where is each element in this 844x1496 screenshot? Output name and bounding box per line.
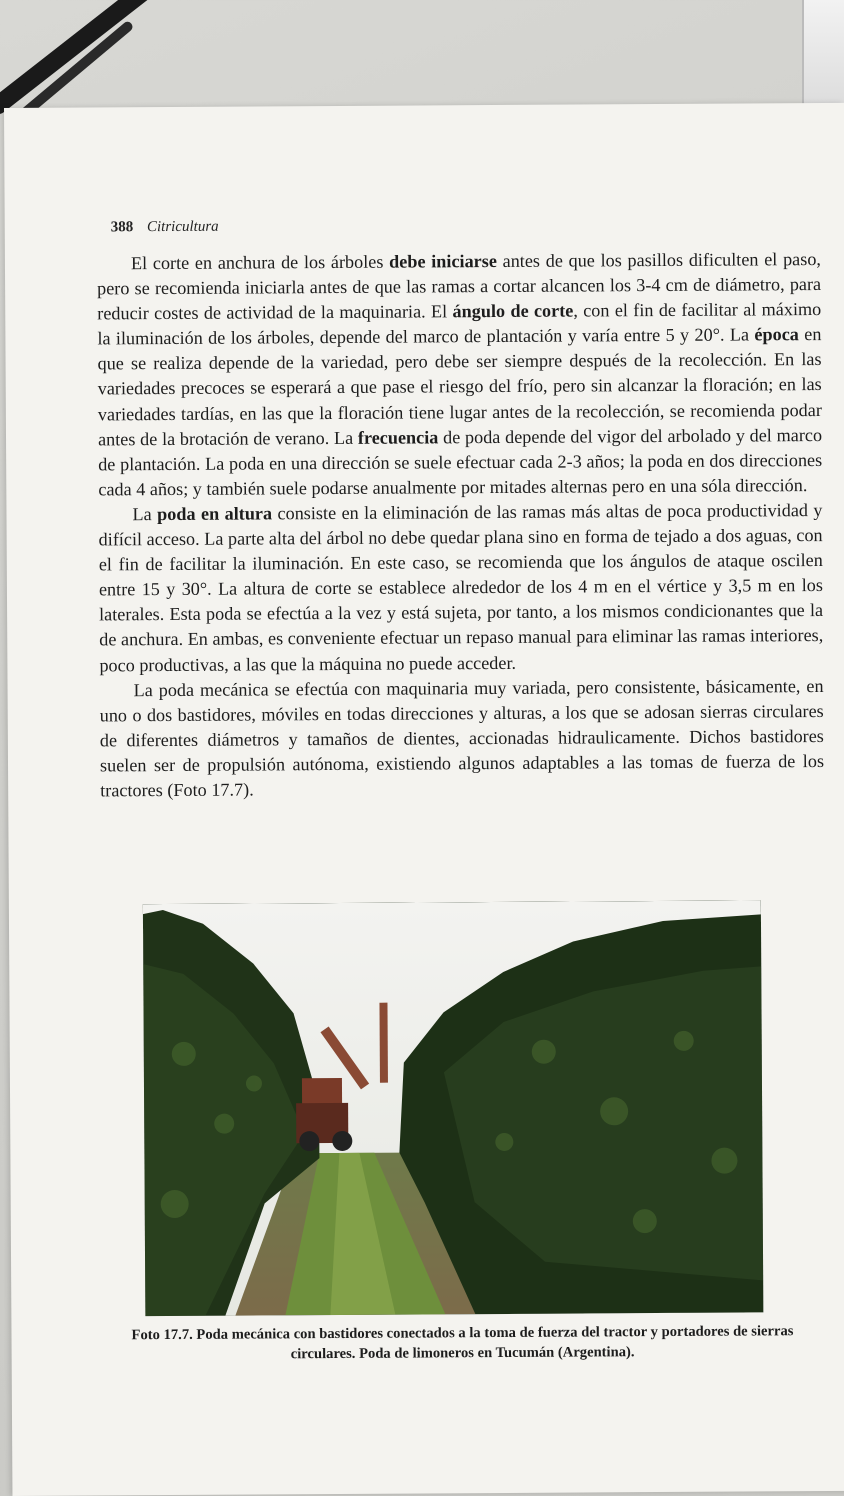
text-run: de poda depende del vigor del arbolado y del marco de plantación. La poda en una dirección se suele efectuar cada 2-3 años; la poda en dos direcciones cada 4 años; y también suele podarse anualmente por mitades alternas pero en una sóla dirección.	[98, 424, 823, 500]
bold-term: debe iniciarse	[389, 250, 497, 272]
bold-term: frecuencia	[357, 427, 439, 448]
desk-cable	[0, 0, 154, 118]
figure-caption	[97, 1321, 827, 1365]
figure-label: Foto 17.7.	[131, 1326, 193, 1344]
text-run: El corte en anchura de los árboles	[130, 251, 390, 274]
paragraph-2	[98, 498, 823, 678]
text-run: consiste en la eliminación de las ramas más altas de poca productividad y difícil acceso. La parte alta del árbol no debe quedar plana sino en forma de tejado a dos aguas, con el fin de facilitar la iluminación. En este caso, se recomienda que los ángulos de ataque oscilen entre 15 y 30°. La altura de corte se establece alrededor de los 4 m en el vértice y 3,5 m en los laterales. Esta poda se efectúa a la vez y está sujeta, por tanto, a los mismos condicionantes que la de anchura. En ambas, es conveniente efectuar un repaso manual para eliminar las ramas interiores, poco productivas, a las que la máquina no puede acceder.	[98, 499, 824, 675]
running-title: Citricultura	[146, 218, 219, 236]
book-page	[4, 103, 844, 1496]
body-text	[97, 247, 824, 803]
photo-lemon-orchard-pruning	[143, 900, 764, 1316]
text-run: La	[132, 504, 158, 525]
desk-object	[802, 0, 844, 110]
page-header	[111, 219, 219, 237]
figure-caption-text: Poda mecánica con bastidores conectados a la toma de fuerza del tractor y portadores de sierras circulares. Poda de limoneros en Tucumán (Argentina).	[196, 1323, 794, 1363]
text-run: en que se realiza depende de la variedad, pero debe ser siempre después de la recolección. En las variedades precoces se esperará a que pase el riesgo del frío, pero sin alcanzar la floración; en las variedades tardías, en las que la floración tiene lugar antes de la recolección, se recomienda podar antes de la brotación de verano. La	[97, 324, 822, 450]
text-run: antes de que los pasillos dificulten el paso, pero se recomienda iniciarla antes de que las ramas a cortar alcancen los 3-4 cm de diámetro, para reducir costes de actividad de la maquinaria. El	[97, 249, 822, 324]
bold-term: época	[754, 324, 799, 345]
paragraph-1	[97, 247, 823, 502]
text-run: , con el fin de facilitar al máximo la iluminación de los árboles, depende del marco de plantación y varía entre 5 y 20°. La	[97, 299, 822, 349]
bold-term: ángulo de corte	[452, 300, 574, 322]
paragraph-3	[99, 674, 824, 804]
bold-term: poda en altura	[157, 503, 273, 525]
text-run: La poda mecánica se efectúa con maquinaria muy variada, pero consistente, básicamente, en uno o dos bastidores, móviles en todas direcciones y alturas, a los que se adosan sierras circulares de diferentes diámetros y tamaños de dientes, accionadas hidraulicamente. Dichos bastidores suelen ser de propulsión autónoma, existiendo algunos adaptables a las tomas de fuerza de los tractores (Foto 17.7).	[99, 675, 825, 801]
page-number: 388	[110, 219, 134, 236]
